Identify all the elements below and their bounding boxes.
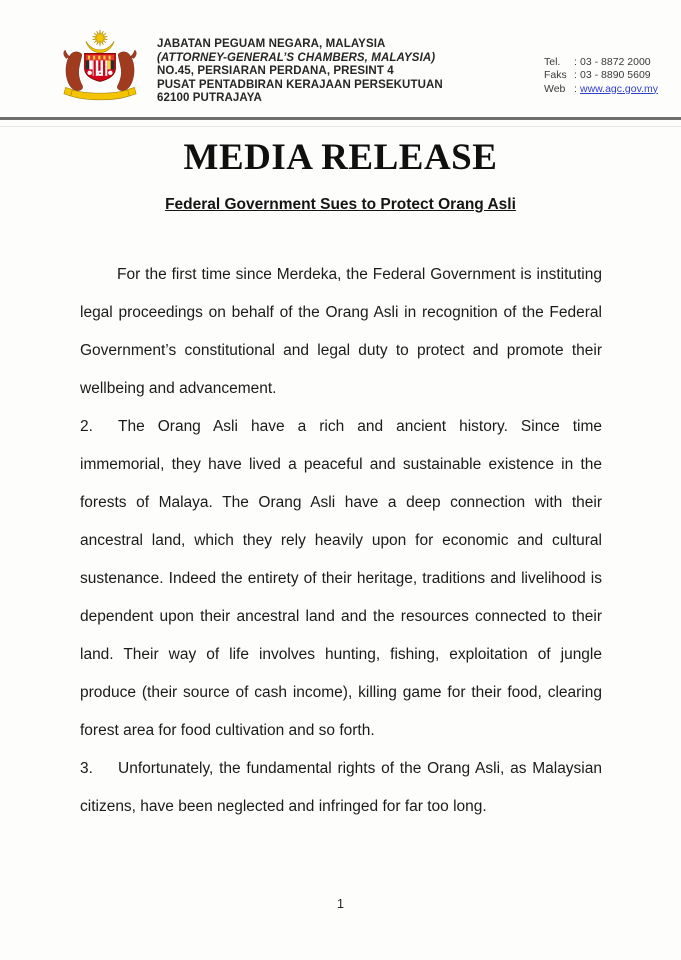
letterhead-address-block (157, 38, 443, 106)
address-line-3: 62100 PUTRAJAYA (157, 92, 262, 105)
website-link[interactable]: www.agc.gov.my (580, 82, 658, 95)
federal-star-icon (92, 30, 107, 46)
faks-value: 03 - 8890 5609 (580, 69, 651, 82)
paragraph-2 (80, 408, 602, 750)
malaysia-coat-of-arms-icon (57, 27, 143, 104)
shield-icon (85, 53, 116, 81)
paragraph-1-text: For the first time since Merdeka, the Federal Government is instituting legal proceedings on behalf of the Orang Asli in recognition of the Federal Government’s constitutional and legal duty to protect and promote their wellbeing and advancement. (80, 266, 602, 397)
page-number: 1 (337, 897, 344, 911)
tel-separator: : (574, 56, 577, 68)
faks-row (544, 69, 658, 82)
agency-name-malay: JABATAN PEGUAM NEGARA, MALAYSIA (157, 38, 386, 50)
paragraph-3-number: 3. (80, 760, 93, 777)
web-label: Web (544, 82, 566, 95)
paragraph-2-number: 2. (80, 418, 93, 435)
paragraph-2-text: The Orang Asli have a rich and ancient history. Since time immemorial, they have lived a peaceful and sustainable existence in the forests of Malaya. The Orang Asli have a deep connection with their ancestral land, which they rely heavily upon for economic and cultural sustenance. Indeed the entirety of their heritage, traditions and livelihood is dependent upon their ancestral land and the resources connected to their land. Their way of life involves hunting, fishing, exploitation of jungle produce (their source of cash income), killing game for their food, clearing forest area for food cultivation and so forth. (80, 418, 602, 739)
web-row (544, 83, 658, 96)
document-title: MEDIA RELEASE (183, 137, 498, 178)
web-separator: : (574, 82, 577, 95)
agency-name-english: (ATTORNEY-GENERAL’S CHAMBERS, MALAYSIA) (157, 51, 436, 64)
letterhead-divider-shadow (0, 126, 681, 127)
document-body (80, 256, 602, 826)
address-line-2: PUSAT PENTADBIRAN KERAJAAN PERSEKUTUAN (157, 78, 443, 91)
tel-label: Tel. (544, 56, 561, 68)
paragraph-3-text: Unfortunately, the fundamental rights of the Orang Asli, as Malaysian citizens, have been neglected and infringed for far too long. (80, 760, 602, 815)
letterhead-contact-block (544, 56, 658, 96)
address-line-1: NO.45, PERSIARAN PERDANA, PRESINT 4 (157, 65, 394, 78)
paragraph-3 (80, 750, 602, 826)
tel-value: 03 - 8872 2000 (580, 56, 651, 68)
document-subtitle: Federal Government Sues to Protect Orang Asli (165, 196, 516, 213)
tel-row (544, 56, 658, 69)
paragraph-1 (80, 256, 602, 408)
letterhead-divider (0, 117, 681, 120)
faks-label: Faks (544, 69, 567, 82)
faks-separator: : (574, 69, 577, 82)
